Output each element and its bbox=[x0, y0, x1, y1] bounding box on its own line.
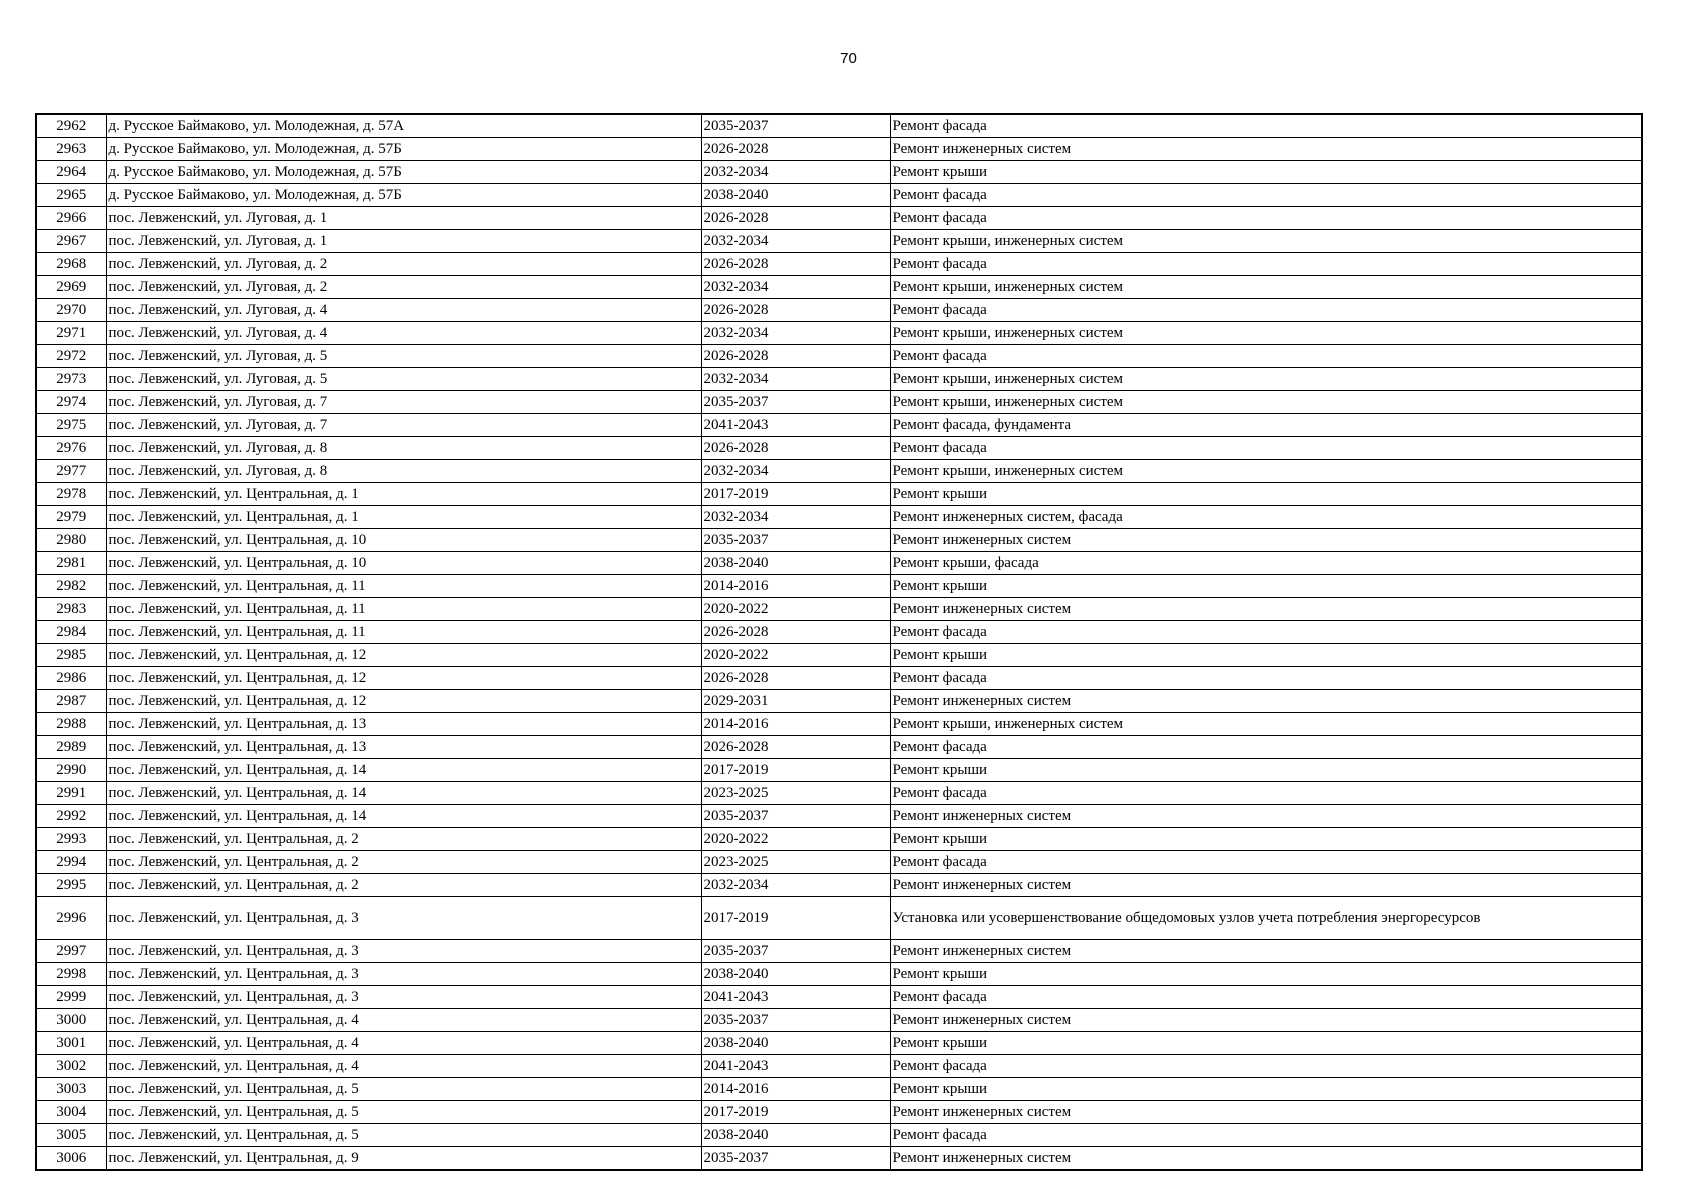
period-cell: 2023-2025 bbox=[701, 851, 890, 874]
work-type-cell: Ремонт крыши, инженерных систем bbox=[890, 713, 1642, 736]
page-number: 70 bbox=[840, 50, 857, 67]
work-type-cell: Ремонт крыши bbox=[890, 644, 1642, 667]
period-cell: 2026-2028 bbox=[701, 437, 890, 460]
address-cell: пос. Левженский, ул. Центральная, д. 4 bbox=[106, 1032, 701, 1055]
row-number: 2993 bbox=[36, 828, 106, 851]
table-row bbox=[36, 759, 1642, 782]
work-type-cell: Ремонт фасада bbox=[890, 986, 1642, 1009]
address-cell: пос. Левженский, ул. Центральная, д. 5 bbox=[106, 1101, 701, 1124]
row-number: 2992 bbox=[36, 805, 106, 828]
period-cell: 2023-2025 bbox=[701, 782, 890, 805]
address-cell: пос. Левженский, ул. Центральная, д. 12 bbox=[106, 690, 701, 713]
address-cell: пос. Левженский, ул. Центральная, д. 4 bbox=[106, 1055, 701, 1078]
address-cell: д. Русское Баймаково, ул. Молодежная, д. 57Б bbox=[106, 138, 701, 161]
row-number: 2962 bbox=[36, 114, 106, 138]
period-cell: 2017-2019 bbox=[701, 483, 890, 506]
table-row bbox=[36, 644, 1642, 667]
period-cell: 2038-2040 bbox=[701, 184, 890, 207]
row-number: 3004 bbox=[36, 1101, 106, 1124]
table-row bbox=[36, 230, 1642, 253]
address-cell: пос. Левженский, ул. Луговая, д. 4 bbox=[106, 299, 701, 322]
table-row bbox=[36, 1101, 1642, 1124]
period-cell: 2035-2037 bbox=[701, 805, 890, 828]
table-row bbox=[36, 1147, 1642, 1171]
row-number: 2971 bbox=[36, 322, 106, 345]
row-number: 2983 bbox=[36, 598, 106, 621]
row-number: 2967 bbox=[36, 230, 106, 253]
row-number: 2990 bbox=[36, 759, 106, 782]
table-row bbox=[36, 1078, 1642, 1101]
row-number: 2968 bbox=[36, 253, 106, 276]
work-type-cell: Ремонт крыши bbox=[890, 963, 1642, 986]
work-type-cell: Ремонт фасада bbox=[890, 253, 1642, 276]
work-type-cell: Ремонт инженерных систем bbox=[890, 1101, 1642, 1124]
period-cell: 2038-2040 bbox=[701, 552, 890, 575]
row-number: 2989 bbox=[36, 736, 106, 759]
work-type-cell: Ремонт фасада bbox=[890, 667, 1642, 690]
table-row bbox=[36, 575, 1642, 598]
address-cell: пос. Левженский, ул. Центральная, д. 11 bbox=[106, 621, 701, 644]
row-number: 2976 bbox=[36, 437, 106, 460]
table-row bbox=[36, 828, 1642, 851]
work-type-cell: Ремонт крыши, инженерных систем bbox=[890, 322, 1642, 345]
table-row bbox=[36, 690, 1642, 713]
work-type-cell: Ремонт крыши, фасада bbox=[890, 552, 1642, 575]
period-cell: 2014-2016 bbox=[701, 1078, 890, 1101]
table-row bbox=[36, 782, 1642, 805]
work-type-cell: Ремонт инженерных систем bbox=[890, 138, 1642, 161]
work-type-cell: Ремонт инженерных систем bbox=[890, 1009, 1642, 1032]
table-row bbox=[36, 299, 1642, 322]
address-cell: пос. Левженский, ул. Луговая, д. 7 bbox=[106, 391, 701, 414]
table-row bbox=[36, 986, 1642, 1009]
table-row bbox=[36, 207, 1642, 230]
work-type-cell: Ремонт фасада bbox=[890, 736, 1642, 759]
work-type-cell: Ремонт фасада bbox=[890, 299, 1642, 322]
address-cell: пос. Левженский, ул. Центральная, д. 2 bbox=[106, 851, 701, 874]
table-row bbox=[36, 1009, 1642, 1032]
period-cell: 2017-2019 bbox=[701, 759, 890, 782]
work-type-cell: Ремонт крыши, инженерных систем bbox=[890, 276, 1642, 299]
work-type-cell: Ремонт инженерных систем bbox=[890, 874, 1642, 897]
work-type-cell: Ремонт крыши bbox=[890, 161, 1642, 184]
table-row bbox=[36, 483, 1642, 506]
address-cell: пос. Левженский, ул. Луговая, д. 8 bbox=[106, 460, 701, 483]
table-row bbox=[36, 940, 1642, 963]
address-cell: пос. Левженский, ул. Центральная, д. 1 bbox=[106, 483, 701, 506]
period-cell: 2041-2043 bbox=[701, 414, 890, 437]
period-cell: 2032-2034 bbox=[701, 276, 890, 299]
row-number: 2998 bbox=[36, 963, 106, 986]
period-cell: 2017-2019 bbox=[701, 1101, 890, 1124]
row-number: 2997 bbox=[36, 940, 106, 963]
row-number: 2963 bbox=[36, 138, 106, 161]
work-type-cell: Ремонт крыши, инженерных систем bbox=[890, 391, 1642, 414]
period-cell: 2020-2022 bbox=[701, 828, 890, 851]
row-number: 2974 bbox=[36, 391, 106, 414]
table-row bbox=[36, 253, 1642, 276]
period-cell: 2035-2037 bbox=[701, 391, 890, 414]
row-number: 2973 bbox=[36, 368, 106, 391]
table-row bbox=[36, 322, 1642, 345]
row-number: 2995 bbox=[36, 874, 106, 897]
period-cell: 2029-2031 bbox=[701, 690, 890, 713]
table-row bbox=[36, 552, 1642, 575]
table-row bbox=[36, 897, 1642, 940]
work-type-cell: Ремонт фасада bbox=[890, 1124, 1642, 1147]
address-cell: пос. Левженский, ул. Луговая, д. 7 bbox=[106, 414, 701, 437]
period-cell: 2026-2028 bbox=[701, 621, 890, 644]
row-number: 2982 bbox=[36, 575, 106, 598]
table-row bbox=[36, 874, 1642, 897]
row-number: 2970 bbox=[36, 299, 106, 322]
table-row bbox=[36, 529, 1642, 552]
period-cell: 2035-2037 bbox=[701, 940, 890, 963]
work-type-cell: Ремонт инженерных систем bbox=[890, 940, 1642, 963]
work-type-cell: Ремонт крыши bbox=[890, 1032, 1642, 1055]
work-type-cell: Ремонт крыши bbox=[890, 828, 1642, 851]
period-cell: 2017-2019 bbox=[701, 897, 890, 940]
work-type-cell: Ремонт крыши bbox=[890, 759, 1642, 782]
row-number: 3005 bbox=[36, 1124, 106, 1147]
row-number: 2965 bbox=[36, 184, 106, 207]
address-cell: пос. Левженский, ул. Центральная, д. 3 bbox=[106, 897, 701, 940]
table-row bbox=[36, 713, 1642, 736]
table-row bbox=[36, 1032, 1642, 1055]
address-cell: д. Русское Баймаково, ул. Молодежная, д. 57Б bbox=[106, 184, 701, 207]
period-cell: 2026-2028 bbox=[701, 253, 890, 276]
address-cell: пос. Левженский, ул. Центральная, д. 5 bbox=[106, 1124, 701, 1147]
address-cell: пос. Левженский, ул. Центральная, д. 2 bbox=[106, 828, 701, 851]
address-cell: пос. Левженский, ул. Луговая, д. 5 bbox=[106, 345, 701, 368]
table-row bbox=[36, 667, 1642, 690]
address-cell: пос. Левженский, ул. Центральная, д. 11 bbox=[106, 598, 701, 621]
address-cell: пос. Левженский, ул. Центральная, д. 10 bbox=[106, 529, 701, 552]
table-row bbox=[36, 345, 1642, 368]
table-row bbox=[36, 736, 1642, 759]
row-number: 3001 bbox=[36, 1032, 106, 1055]
work-type-cell: Ремонт фасада bbox=[890, 345, 1642, 368]
row-number: 2978 bbox=[36, 483, 106, 506]
work-type-cell: Ремонт фасада bbox=[890, 1055, 1642, 1078]
address-cell: пос. Левженский, ул. Центральная, д. 14 bbox=[106, 782, 701, 805]
address-cell: пос. Левженский, ул. Центральная, д. 3 bbox=[106, 940, 701, 963]
table-row bbox=[36, 368, 1642, 391]
address-cell: пос. Левженский, ул. Центральная, д. 10 bbox=[106, 552, 701, 575]
row-number: 2975 bbox=[36, 414, 106, 437]
row-number: 2972 bbox=[36, 345, 106, 368]
address-cell: пос. Левженский, ул. Центральная, д. 11 bbox=[106, 575, 701, 598]
period-cell: 2035-2037 bbox=[701, 1009, 890, 1032]
row-number: 2999 bbox=[36, 986, 106, 1009]
work-type-cell: Ремонт фасада bbox=[890, 437, 1642, 460]
period-cell: 2032-2034 bbox=[701, 874, 890, 897]
address-cell: пос. Левженский, ул. Центральная, д. 12 bbox=[106, 644, 701, 667]
row-number: 2988 bbox=[36, 713, 106, 736]
work-type-cell: Ремонт фасада bbox=[890, 184, 1642, 207]
address-cell: пос. Левженский, ул. Центральная, д. 14 bbox=[106, 759, 701, 782]
table-row bbox=[36, 460, 1642, 483]
row-number: 2964 bbox=[36, 161, 106, 184]
row-number: 2996 bbox=[36, 897, 106, 940]
address-cell: пос. Левженский, ул. Луговая, д. 2 bbox=[106, 253, 701, 276]
work-type-cell: Ремонт фасада bbox=[890, 207, 1642, 230]
period-cell: 2032-2034 bbox=[701, 230, 890, 253]
row-number: 2980 bbox=[36, 529, 106, 552]
address-cell: пос. Левженский, ул. Центральная, д. 5 bbox=[106, 1078, 701, 1101]
work-type-cell: Ремонт крыши bbox=[890, 575, 1642, 598]
row-number: 2979 bbox=[36, 506, 106, 529]
work-type-cell: Ремонт инженерных систем bbox=[890, 1147, 1642, 1171]
period-cell: 2020-2022 bbox=[701, 598, 890, 621]
work-type-cell: Ремонт фасада bbox=[890, 851, 1642, 874]
table-row bbox=[36, 276, 1642, 299]
period-cell: 2035-2037 bbox=[701, 1147, 890, 1171]
period-cell: 2020-2022 bbox=[701, 644, 890, 667]
table-row bbox=[36, 598, 1642, 621]
table-row bbox=[36, 963, 1642, 986]
period-cell: 2041-2043 bbox=[701, 986, 890, 1009]
address-cell: пос. Левженский, ул. Центральная, д. 9 bbox=[106, 1147, 701, 1171]
work-type-cell: Ремонт инженерных систем bbox=[890, 690, 1642, 713]
work-type-cell: Ремонт фасада, фундамента bbox=[890, 414, 1642, 437]
row-number: 3000 bbox=[36, 1009, 106, 1032]
address-cell: пос. Левженский, ул. Луговая, д. 1 bbox=[106, 230, 701, 253]
work-type-cell: Ремонт крыши, инженерных систем bbox=[890, 460, 1642, 483]
work-type-cell: Ремонт крыши, инженерных систем bbox=[890, 230, 1642, 253]
address-cell: пос. Левженский, ул. Центральная, д. 13 bbox=[106, 713, 701, 736]
period-cell: 2038-2040 bbox=[701, 1032, 890, 1055]
table-row bbox=[36, 391, 1642, 414]
address-cell: пос. Левженский, ул. Луговая, д. 1 bbox=[106, 207, 701, 230]
work-type-cell: Ремонт инженерных систем bbox=[890, 529, 1642, 552]
period-cell: 2038-2040 bbox=[701, 963, 890, 986]
row-number: 3002 bbox=[36, 1055, 106, 1078]
address-cell: пос. Левженский, ул. Луговая, д. 5 bbox=[106, 368, 701, 391]
address-cell: д. Русское Баймаково, ул. Молодежная, д. 57Б bbox=[106, 161, 701, 184]
table-row bbox=[36, 437, 1642, 460]
row-number: 2984 bbox=[36, 621, 106, 644]
address-cell: пос. Левженский, ул. Центральная, д. 13 bbox=[106, 736, 701, 759]
address-cell: пос. Левженский, ул. Луговая, д. 2 bbox=[106, 276, 701, 299]
row-number: 3006 bbox=[36, 1147, 106, 1171]
address-cell: пос. Левженский, ул. Центральная, д. 14 bbox=[106, 805, 701, 828]
period-cell: 2032-2034 bbox=[701, 460, 890, 483]
period-cell: 2032-2034 bbox=[701, 368, 890, 391]
address-cell: пос. Левженский, ул. Центральная, д. 4 bbox=[106, 1009, 701, 1032]
work-type-cell: Установка или усовершенствование общедомовых узлов учета потребления энергоресурсов bbox=[890, 897, 1642, 940]
address-cell: пос. Левженский, ул. Центральная, д. 3 bbox=[106, 986, 701, 1009]
work-type-cell: Ремонт фасада bbox=[890, 782, 1642, 805]
repair-schedule-table bbox=[35, 113, 1643, 1171]
period-cell: 2026-2028 bbox=[701, 299, 890, 322]
period-cell: 2026-2028 bbox=[701, 207, 890, 230]
table-row bbox=[36, 805, 1642, 828]
row-number: 2986 bbox=[36, 667, 106, 690]
table-row bbox=[36, 621, 1642, 644]
address-cell: пос. Левженский, ул. Центральная, д. 2 bbox=[106, 874, 701, 897]
work-type-cell: Ремонт инженерных систем, фасада bbox=[890, 506, 1642, 529]
table-row bbox=[36, 1055, 1642, 1078]
work-type-cell: Ремонт фасада bbox=[890, 114, 1642, 138]
period-cell: 2038-2040 bbox=[701, 1124, 890, 1147]
period-cell: 2026-2028 bbox=[701, 667, 890, 690]
period-cell: 2035-2037 bbox=[701, 114, 890, 138]
period-cell: 2032-2034 bbox=[701, 161, 890, 184]
work-type-cell: Ремонт крыши bbox=[890, 483, 1642, 506]
period-cell: 2026-2028 bbox=[701, 736, 890, 759]
address-cell: пос. Левженский, ул. Луговая, д. 4 bbox=[106, 322, 701, 345]
period-cell: 2014-2016 bbox=[701, 575, 890, 598]
row-number: 2987 bbox=[36, 690, 106, 713]
period-cell: 2032-2034 bbox=[701, 322, 890, 345]
table-row bbox=[36, 114, 1642, 138]
row-number: 2969 bbox=[36, 276, 106, 299]
table-row bbox=[36, 506, 1642, 529]
period-cell: 2032-2034 bbox=[701, 506, 890, 529]
work-type-cell: Ремонт крыши bbox=[890, 1078, 1642, 1101]
address-cell: пос. Левженский, ул. Центральная, д. 1 bbox=[106, 506, 701, 529]
work-type-cell: Ремонт инженерных систем bbox=[890, 805, 1642, 828]
row-number: 2966 bbox=[36, 207, 106, 230]
work-type-cell: Ремонт фасада bbox=[890, 621, 1642, 644]
table-row bbox=[36, 184, 1642, 207]
table-row bbox=[36, 1124, 1642, 1147]
address-cell: пос. Левженский, ул. Луговая, д. 8 bbox=[106, 437, 701, 460]
address-cell: д. Русское Баймаково, ул. Молодежная, д. 57А bbox=[106, 114, 701, 138]
address-cell: пос. Левженский, ул. Центральная, д. 3 bbox=[106, 963, 701, 986]
row-number: 2977 bbox=[36, 460, 106, 483]
row-number: 2994 bbox=[36, 851, 106, 874]
row-number: 2991 bbox=[36, 782, 106, 805]
period-cell: 2035-2037 bbox=[701, 529, 890, 552]
row-number: 2985 bbox=[36, 644, 106, 667]
table-row bbox=[36, 851, 1642, 874]
address-cell: пос. Левженский, ул. Центральная, д. 12 bbox=[106, 667, 701, 690]
period-cell: 2041-2043 bbox=[701, 1055, 890, 1078]
table-row bbox=[36, 414, 1642, 437]
row-number: 2981 bbox=[36, 552, 106, 575]
row-number: 3003 bbox=[36, 1078, 106, 1101]
work-type-cell: Ремонт крыши, инженерных систем bbox=[890, 368, 1642, 391]
work-type-cell: Ремонт инженерных систем bbox=[890, 598, 1642, 621]
period-cell: 2026-2028 bbox=[701, 345, 890, 368]
table-row bbox=[36, 161, 1642, 184]
table-body bbox=[36, 114, 1642, 1170]
period-cell: 2014-2016 bbox=[701, 713, 890, 736]
period-cell: 2026-2028 bbox=[701, 138, 890, 161]
table-row bbox=[36, 138, 1642, 161]
